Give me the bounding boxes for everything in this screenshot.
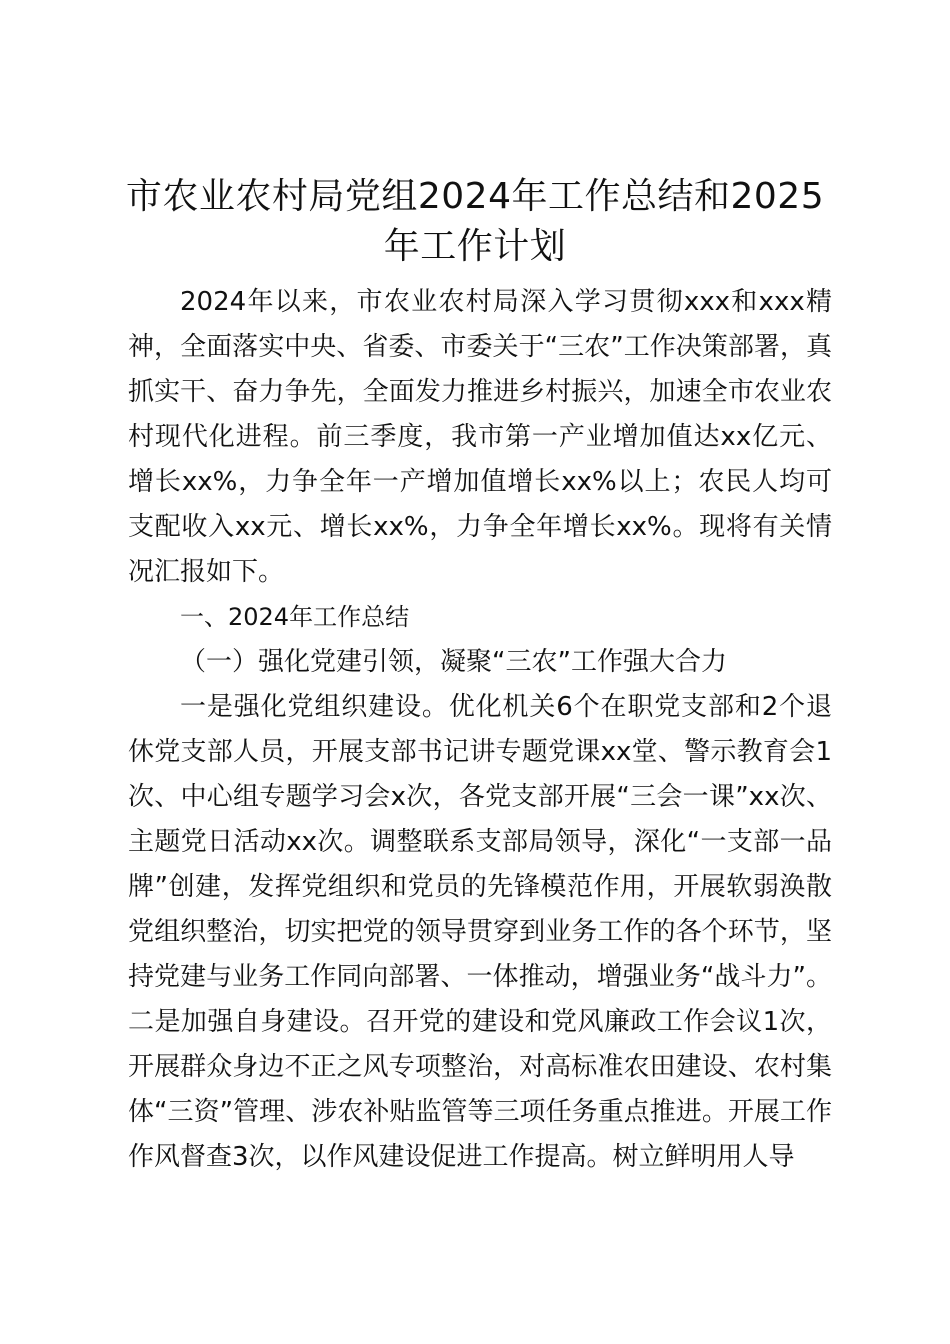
document-body — [128, 280, 832, 1180]
body-paragraph: 一是强化党组织建设。优化机关6个在职党支部和2个退休党支部人员，开展支部书记讲专题党课xx堂、警示教育会1次、中心组专题学习会x次，各党支部开展“三会一课”xx次、主题党日活动xx次。调整联系支部局领导，深化“一支部一品牌”创建，发挥党组织和党员的先锋模范作用，开展软弱涣散党组织整治，切实把党的领导贯穿到业务工作的各个环节，坚持党建与业务工作同向部署、一体推动，增强业务“战斗力”。二是加强自身建设。召开党的建设和党风廉政工作会议1次，开展群众身边不正之风专项整治，对高标准农田建设、农村集体“三资”管理、涉农补贴监管等三项任务重点推进。开展工作作风督查3次，以作风建设促进工作提高。树立鲜明用人导 — [128, 692, 832, 1172]
section-heading: 一、2024年工作总结 — [180, 603, 410, 631]
intro-paragraph: 2024年以来，市农业农村局深入学习贯彻xxx和xxx精神，全面落实中央、省委、市委关于“三农”工作决策部署，真抓实干、奋力争先，全面发力推进乡村振兴，加速全市农业农村现代化进程。前三季度，我市第一产业增加值达xx亿元、增长xx%，力争全年一产增加值增长xx%以上；农民人均可支配收入xx元、增长xx%，力争全年增长xx%。现将有关情况汇报如下。 — [128, 287, 832, 587]
subsection-heading: （一）强化党建引领，凝聚“三农”工作强大合力 — [180, 647, 727, 677]
document-title: 市农业农村局党组2024年工作总结和2025年工作计划 — [125, 176, 825, 267]
